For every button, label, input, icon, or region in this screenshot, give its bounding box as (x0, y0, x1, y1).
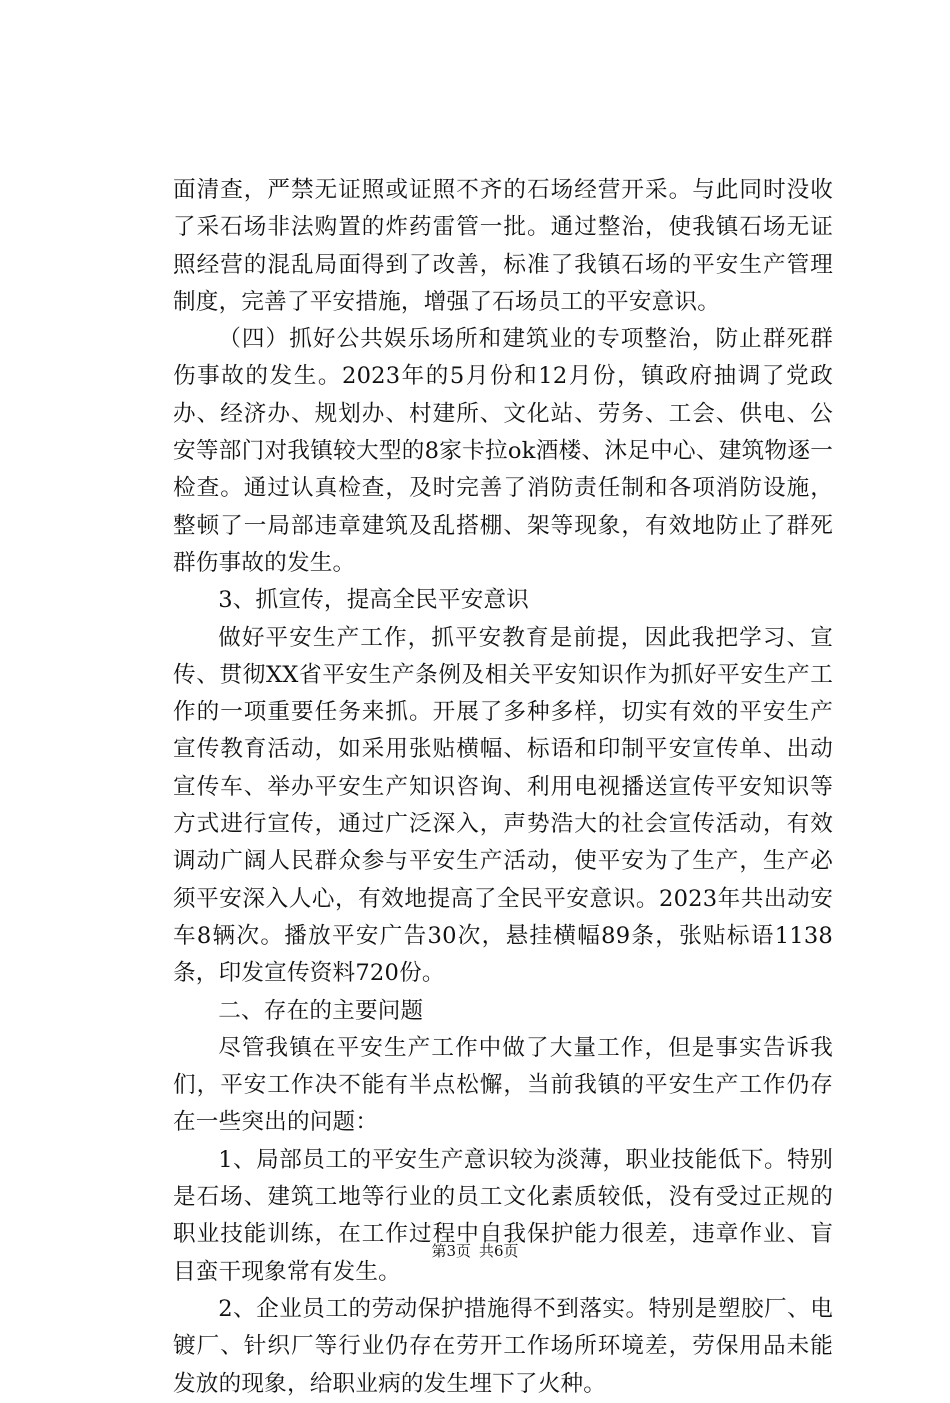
paragraph-problems-intro: 尽管我镇在平安生产工作中做了大量工作，但是事实告诉我们，平安工作决不能有半点松懈，当前我镇的平安生产工作仍存在一些突出的问题： (173, 1034, 833, 1136)
paragraph-entertainment-construction-rectification: （四）抓好公共娱乐场所和建筑业的专项整治，防止群死群伤事故的发生。2023年的5月份和12月份，镇政府抽调了党政办、经济办、规划办、村建所、文化站、劳务、工会、供电、公安等部门对我镇较大型的8家卡拉ok酒楼、沐足中心、建筑物逐一检查。通过认真检查，及时完善了消防责任制和各项消防设施，整顿了一局部违章建筑及乱搭棚、架等现象，有效地防止了群死群伤事故的发生。 (173, 326, 833, 576)
paragraph-problem-1: 1、局部员工的平安生产意识较为淡薄，职业技能低下。特别是石场、建筑工地等行业的员工文化素质较低，没有受过正规的职业技能训练，在工作过程中自我保护能力很差，违章作业、盲目蛮干现象常有发生。 (173, 1146, 833, 1285)
paragraph-problem-2: 2、企业员工的劳动保护措施得不到落实。特别是塑胶厂、电镀厂、针织厂等行业仍存在劳开工作场所环境差，劳保用品未能发放的现象，给职业病的发生埋下了火种。 (173, 1295, 833, 1397)
section-heading-publicity: 3、抓宣传，提高全民平安意识 (218, 587, 530, 614)
paragraph-publicity-education: 做好平安生产工作，抓平安教育是前提，因此我把学习、宣传、贯彻XX省平安生产条例及相关平安知识作为抓好平安生产工作的一项重要任务来抓。开展了多种多样，切实有效的平安生产宣传教育活动，如采用张贴横幅、标语和印制平安宣传单、出动宣传车、举办平安生产知识咨询、利用电视播送宣传平安知识等方式进行宣传，通过广泛深入，声势浩大的社会宣传活动，有效调动广阔人民群众参与平安生产活动，使平安为了生产，生产必须平安深入人心，有效地提高了全民平安意识。2023年共出动安车8辆次。播放平安广告30次，悬挂横幅89条，张贴标语1138条，印发宣传资料720份。 (173, 624, 833, 987)
document-body (173, 172, 833, 1403)
section-heading-main-problems: 二、存在的主要问题 (218, 997, 424, 1024)
page-footer (0, 1240, 950, 1261)
page-total: 共6页 (479, 1242, 519, 1260)
page-number: 第3页 (431, 1242, 471, 1260)
paragraph-stone-quarry-cleanup: 面清查，严禁无证照或证照不齐的石场经营开采。与此同时没收了采石场非法购置的炸药雷管一批。通过整治，使我镇石场无证照经营的混乱局面得到了改善，标准了我镇石场的平安生产管理制度，完善了平安措施，增强了石场员工的平安意识。 (173, 177, 833, 315)
